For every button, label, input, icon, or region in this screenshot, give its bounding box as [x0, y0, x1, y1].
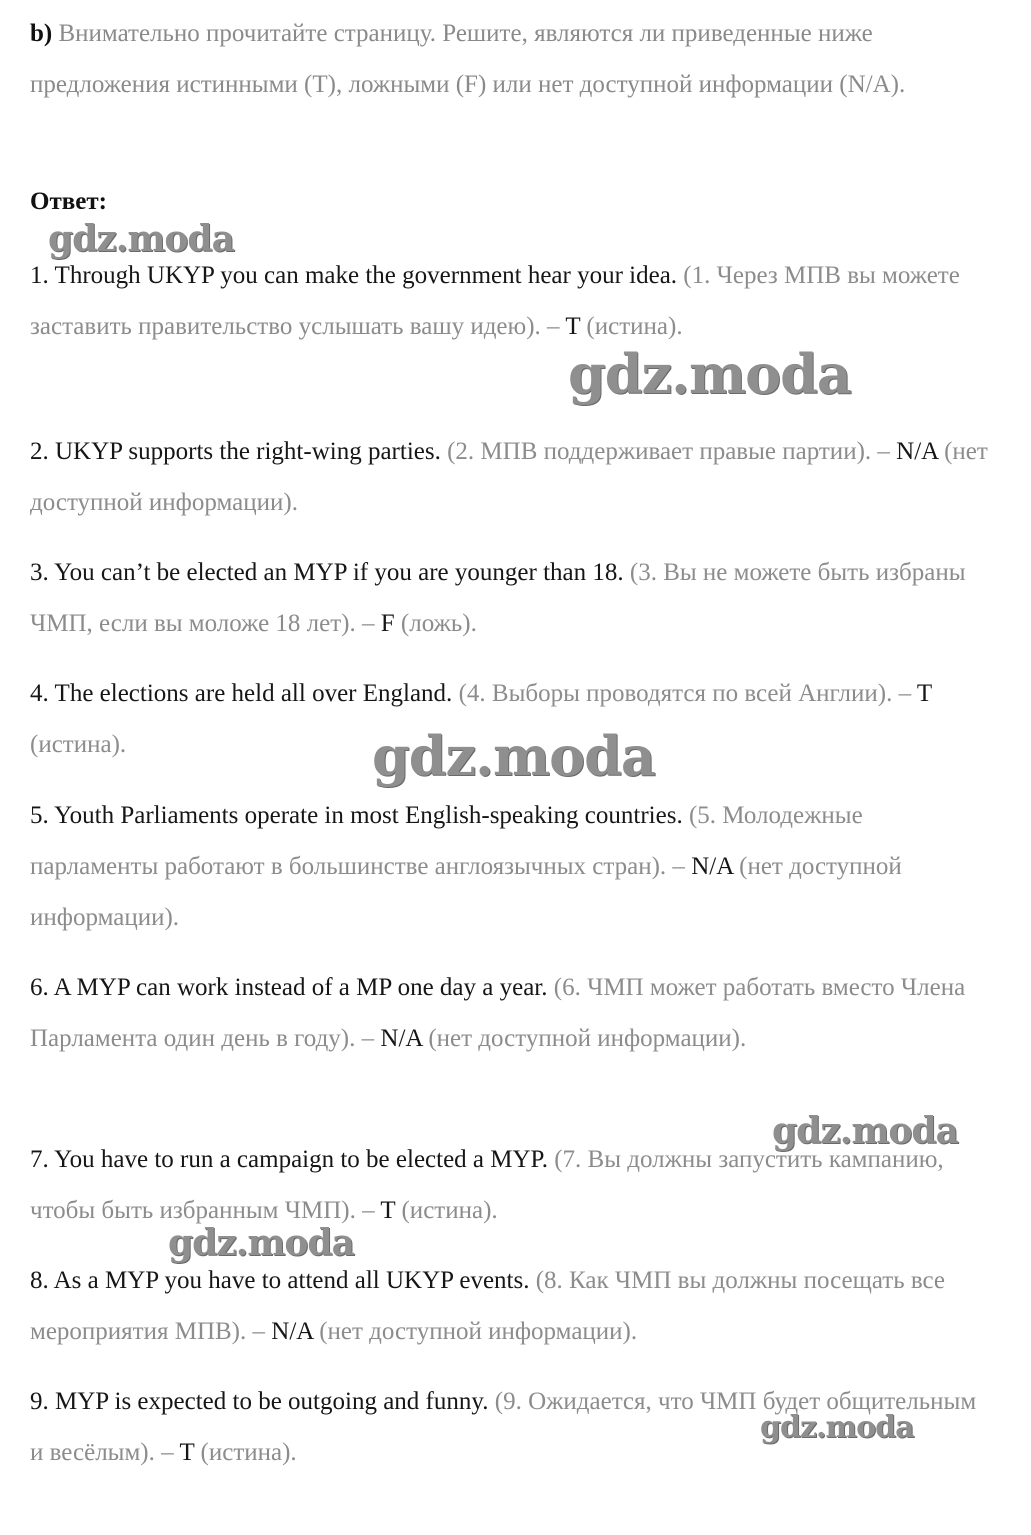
task-marker: b): [30, 20, 53, 47]
statement-en: 9. MYP is expected to be outgoing and funny.: [30, 1388, 489, 1415]
verdict: T: [380, 1197, 396, 1224]
answer-item-3: [30, 547, 990, 649]
verdict-note: (истина).: [30, 731, 127, 758]
task-instruction: [30, 8, 990, 110]
statement-ru: (3. Вы не можете быть избраны ЧМП, если вы моложе 18 лет). –: [30, 559, 966, 637]
statement-ru: (9. Ожидается, что ЧМП будет общительным и весёлым). –: [30, 1388, 977, 1466]
statement-en: 5. Youth Parliaments operate in most English-speaking countries.: [30, 802, 683, 829]
verdict: N/A: [691, 853, 733, 880]
statement-ru: (6. ЧМП может работать вместо Члена Парламента один день в году). –: [30, 974, 966, 1052]
watermark: gdz.moda: [568, 342, 851, 406]
statement-ru: (2. МПВ поддерживает правые партии). –: [447, 438, 890, 465]
answer-item-6: [30, 962, 990, 1064]
verdict: T: [179, 1439, 195, 1466]
watermark: gdz.moda: [772, 1110, 958, 1152]
watermark: gdz.moda: [372, 724, 655, 788]
statement-ru: (1. Через МПВ вы можете заставить правительство услышать вашу идею). –: [30, 262, 960, 340]
statement-ru: (4. Выборы проводятся по всей Англии). –: [458, 680, 912, 707]
statement-en: 6. A MYP can work instead of a MP one day a year.: [30, 974, 548, 1001]
verdict-note: (истина).: [401, 1197, 498, 1224]
watermark: gdz.moda: [168, 1222, 354, 1264]
statement-ru: (8. Как ЧМП вы должны посещать все мероприятия МПВ). –: [30, 1267, 946, 1345]
statement-en: 3. You can’t be elected an MYP if you are younger than 18.: [30, 559, 624, 586]
statement-en: 1. Through UKYP you can make the government hear your idea.: [30, 262, 678, 289]
answer-item-1: [30, 250, 990, 352]
verdict-note: (истина).: [200, 1439, 297, 1466]
verdict-note: (истина).: [586, 313, 683, 340]
task-text: Внимательно прочитайте страницу. Решите, являются ли приведенные ниже предложения истинными (T), ложными (F) или нет доступной информации (N/A).: [30, 20, 906, 98]
verdict: T: [916, 680, 932, 707]
verdict-note: (нет доступной информации).: [30, 853, 902, 931]
verdict: N/A: [271, 1318, 313, 1345]
verdict: F: [380, 610, 395, 637]
answer-heading: Ответ:: [30, 188, 107, 215]
statement-ru: (5. Молодежные парламенты работают в большинстве англоязычных стран). –: [30, 802, 863, 880]
verdict-note: (нет доступной информации).: [428, 1025, 747, 1052]
answer-item-5: [30, 790, 990, 943]
verdict: N/A: [896, 438, 938, 465]
answer-item-8: [30, 1255, 990, 1357]
watermark: gdz.moda: [760, 1410, 914, 1445]
statement-ru: (7. Вы должны запустить кампанию, чтобы быть избранным ЧМП). –: [30, 1146, 944, 1224]
statement-en: 7. You have to run a campaign to be elected a MYP.: [30, 1146, 548, 1173]
verdict-note: (нет доступной информации).: [319, 1318, 638, 1345]
verdict-note: (нет доступной информации).: [30, 438, 988, 516]
verdict: T: [565, 313, 581, 340]
verdict-note: (ложь).: [400, 610, 477, 637]
statement-en: 8. As a MYP you have to attend all UKYP events.: [30, 1267, 530, 1294]
statement-en: 2. UKYP supports the right-wing parties.: [30, 438, 441, 465]
verdict: N/A: [380, 1025, 423, 1052]
watermark: gdz.moda: [48, 218, 234, 260]
answer-item-2: [30, 426, 990, 528]
statement-en: 4. The elections are held all over England.: [30, 680, 453, 707]
